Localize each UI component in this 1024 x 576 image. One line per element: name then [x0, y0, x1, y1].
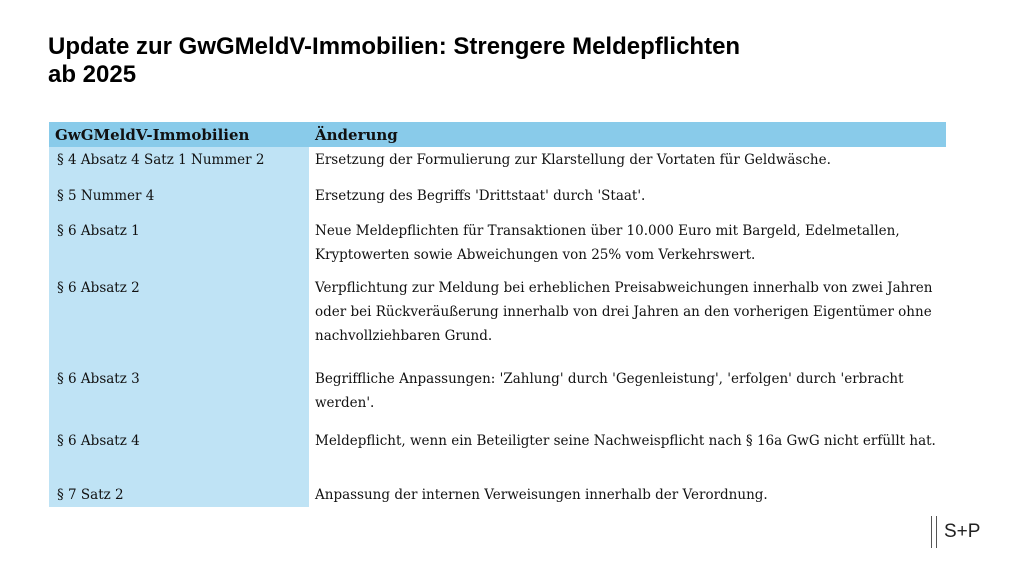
header-change: Änderung [315, 126, 398, 144]
logo-text: S+P [944, 521, 981, 542]
row-paragraph: § 7 Satz 2 [57, 487, 124, 503]
row-paragraph: § 4 Absatz 4 Satz 1 Nummer 2 [57, 152, 265, 168]
row-change: Begriffliche Anpassungen: 'Zahlung' durch 'Gegenleistung', 'erfolgen' durch 'erbracht werden'. [315, 371, 904, 411]
row-paragraph: § 5 Nummer 4 [57, 188, 155, 204]
header-regulation: GwGMeldV-Immobilien [55, 126, 250, 144]
slide-title: Update zur GwGMeldV-Immobilien: Strengere Meldepflichten ab 2025 [48, 33, 741, 88]
logo-bar [936, 516, 937, 548]
row-change: Ersetzung der Formulierung zur Klarstellung der Vortaten für Geldwäsche. [315, 152, 831, 168]
row-paragraph: § 6 Absatz 2 [57, 280, 140, 296]
row-change: Meldepflicht, wenn ein Beteiligter seine Nachweispflicht nach § 16a GwG nicht erfüllt hat. [315, 433, 936, 449]
changes-table [49, 122, 946, 507]
logo-bar [931, 516, 932, 548]
row-paragraph: § 6 Absatz 4 [57, 433, 140, 449]
row-change: Anpassung der internen Verweisungen innerhalb der Verordnung. [315, 487, 768, 503]
row-change: Neue Meldepflichten für Transaktionen über 10.000 Euro mit Bargeld, Edelmetallen, Kryptowerten sowie Abweichungen von 25% vom Verkehrswert. [315, 223, 900, 263]
row-paragraph: § 6 Absatz 3 [57, 371, 140, 387]
row-change: Ersetzung des Begriffs 'Drittstaat' durch 'Staat'. [315, 188, 646, 204]
row-paragraph: § 6 Absatz 1 [57, 223, 140, 239]
sp-logo [931, 516, 991, 548]
table-header [49, 122, 946, 147]
row-change: Verpflichtung zur Meldung bei erheblichen Preisabweichungen innerhalb von zwei Jahren oder bei Rückveräußerung innerhalb von drei Jahren an den vorherigen Eigentümer ohne nachvollziehbaren Grund. [315, 280, 933, 344]
